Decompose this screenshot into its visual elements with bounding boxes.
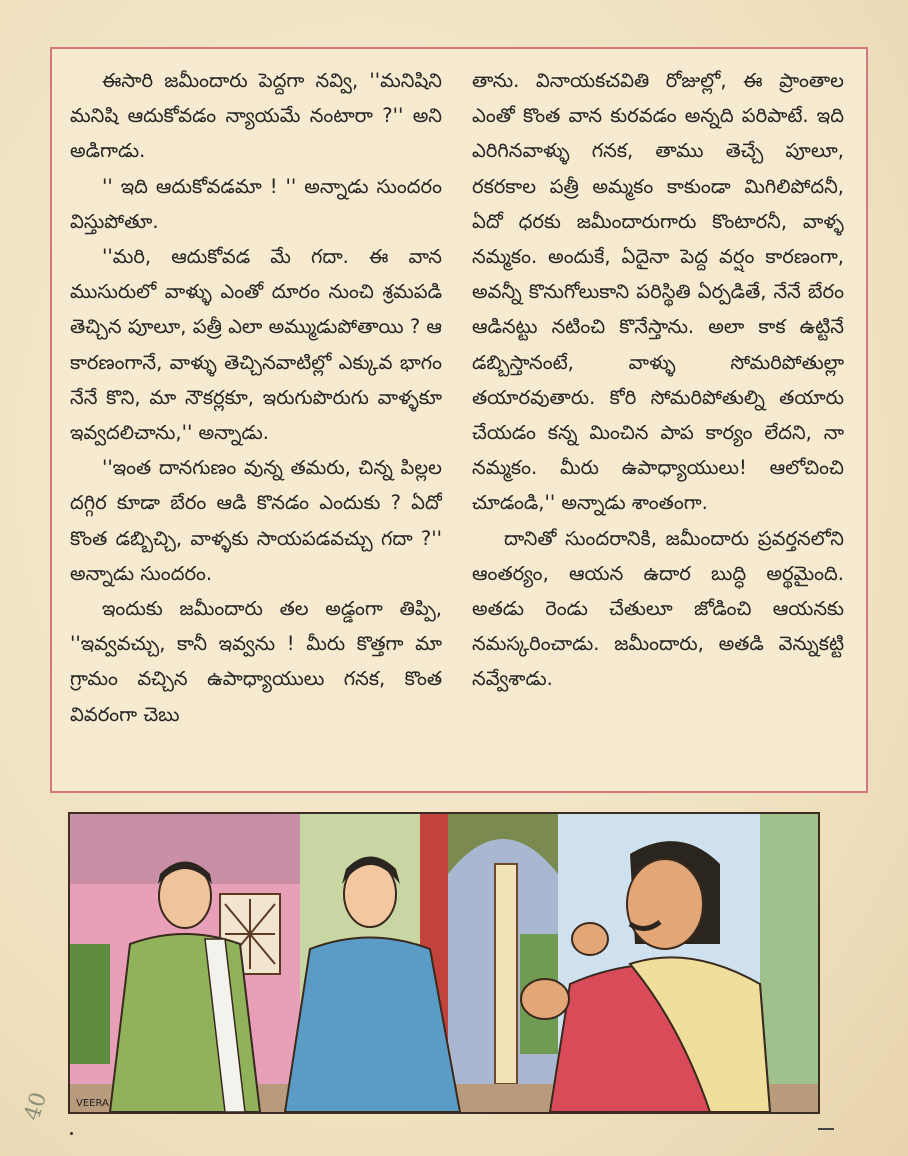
- paragraph: '' ఇది ఆదుకోవడమా ! '' అన్నాడు సుందరం విస్తుపోతూ.: [70, 174, 442, 233]
- pointing-hand: [572, 923, 608, 955]
- paragraph: దానితో సుందరానికి, జమీందారు ప్రవర్తనలోని ఆంతర్యం, ఆయన ఉదార బుద్ధి అర్థమైంది. అతడు రెండు చేతులూ జోడించి ఆయనకు నమస్కరించాడు. జమీందారు, అతడి వెన్నుకట్టి నవ్వేశాడు.: [472, 526, 844, 691]
- page-number: 40: [19, 1089, 53, 1124]
- paragraph: ఈసారి జమీందారు పెద్దగా నవ్వి, ''మనిషిని మనిషి ఆదుకోవడం న్యాయమే నంటారా ?'' అని అడిగాడు.: [70, 69, 442, 163]
- paragraph: ఇందుకు జమీందారు తల అడ్డంగా తిప్పి, ''ఇవ్వవచ్చు, కానీ ఇవ్వను ! మీరు కొత్తగా మా గ్రామం వచ్చిన ఉపాధ్యాయులు గనక, కొంత వివరంగా చెబు: [70, 597, 442, 726]
- paragraph: తాను. వినాయకచవితి రోజుల్లో, ఈ ప్రాంతాల ఎంతో కొంత వాన కురవడం అన్నది పరిపాటే. ఇది ఎరిగినవాళ్ళు గనక, తాము తెచ్చే పూలూ, రకరకాల పత్రీ అమ్మకం కాకుండా మిగిలిపోదనీ, ఏదో ధరకు జమీందారుగారు కొంటారనీ, వాళ్ళ నమ్మకం. అందుకే, ఏదైనా పెద్ద వర్షం కారణంగా, అవన్నీ కొనుగోలుకాని పరిస్థితి ఏర్పడితే, నేనే బేరం ఆడినట్టు నటించి కొనేస్తాను. అలా కాక ఉట్టినే డబ్బిస్తానంటే, వాళ్ళు సోమరిపోతుల్లా తయారవుతారు. కోరి సోమరిపోతుల్ని తయారు చేయడం కన్న మించిన పాప కార్యం లేదని, నా నమ్మకం. మీరు ఉపాధ్యాయులు! ఆలోచించి చూడండి,'' అన్నాడు శాంతంగా.: [472, 69, 844, 515]
- story-text-frame: [50, 47, 868, 793]
- paragraph: ''మరి, ఆదుకోవడ మే గదా. ఈ వాన ముసురులో వాళ్ళు ఎంతో దూరం నుంచి శ్రమపడి తెచ్చిన పూలూ, పత్రీ ఎలా అమ్ముడుపోతాయి ? ఆ కారణంగానే, వాళ్ళు తెచ్చినవాటిల్లో ఎక్కువ భాగం నేనే కొని, మా నౌకర్లకూ, ఇరుగుపొరుగు వాళ్ళకూ ఇవ్వదలిచాను,'' అన్నాడు.: [70, 245, 442, 445]
- page-corner-mark: [818, 1128, 834, 1130]
- paragraph: ''ఇంత దానగుణం వున్న తమరు, చిన్న పిల్లల దగ్గిర కూడా బేరం ఆడి కొనడం ఎందుకు ? ఏదో కొంత డబ్బిచ్చి, వాళ్ళకు సాయపడవచ్చు గదా ?'' అన్నాడు సుందరం.: [70, 456, 442, 585]
- page-dot: [70, 1132, 73, 1135]
- artist-signature: VEERA: [76, 1098, 109, 1109]
- right-text-column: [472, 63, 844, 783]
- left-text-column: [70, 63, 442, 783]
- curtain: [70, 944, 110, 1064]
- raised-hand: [521, 979, 569, 1019]
- pillar: [495, 864, 517, 1084]
- story-illustration: [68, 812, 820, 1114]
